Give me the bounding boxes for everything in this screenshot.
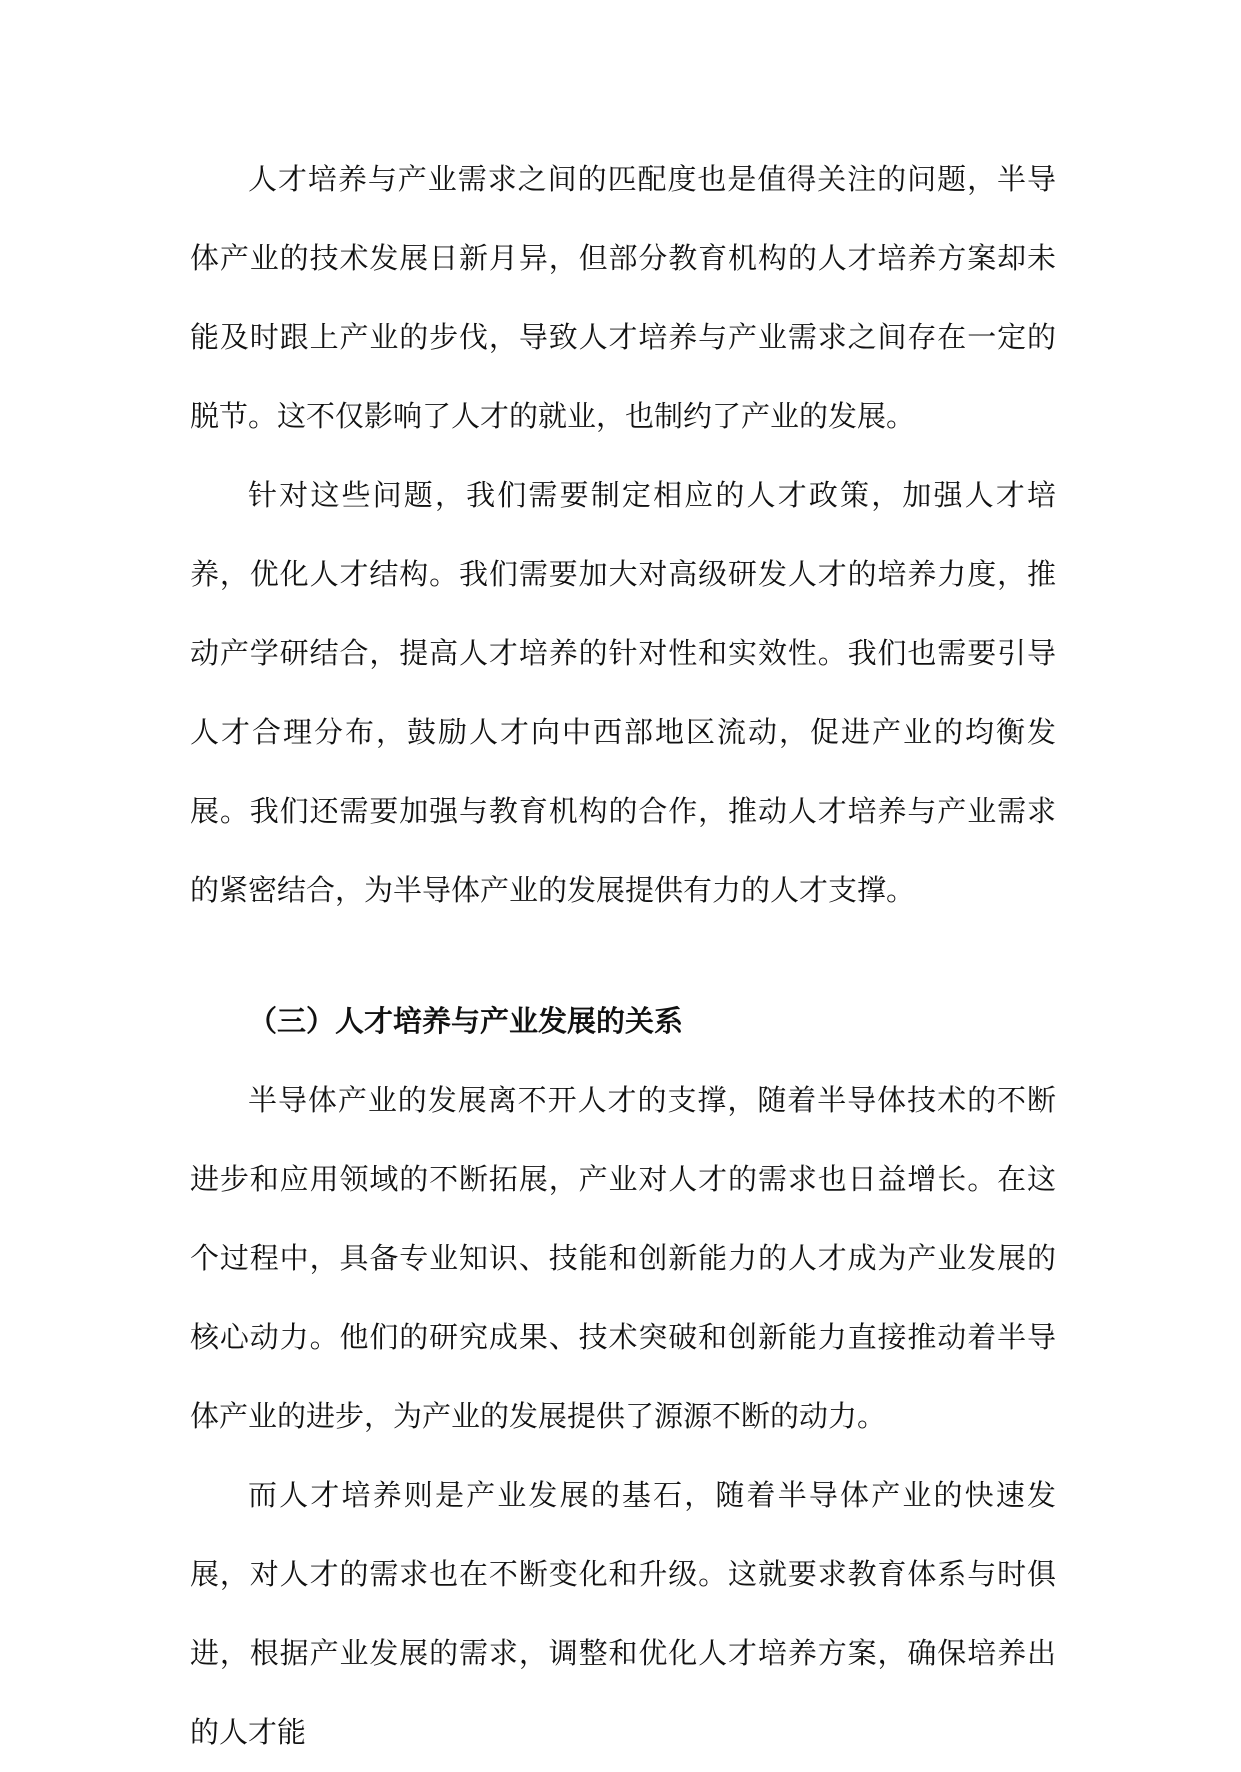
paragraph-talent-cultivation: 而人才培养则是产业发展的基石，随着半导体产业的快速发展，对人才的需求也在不断变化和升级。这就要求教育体系与时俱进，根据产业发展的需求，调整和优化人才培养方案，确保培养出的人才能 bbox=[190, 1478, 1056, 1749]
section-heading: （三）人才培养与产业发展的关系 bbox=[248, 1004, 684, 1038]
document-body bbox=[190, 140, 1056, 1772]
paragraph-policy-measures: 针对这些问题，我们需要制定相应的人才政策，加强人才培养，优化人才结构。我们需要加大对高级研发人才的培养力度，推动产学研结合，提高人才培养的针对性和实效性。我们也需要引导人才合理分布，鼓励人才向中西部地区流动，促进产业的均衡发展。我们还需要加强与教育机构的合作，推动人才培养与产业需求的紧密结合，为半导体产业的发展提供有力的人才支撑。 bbox=[190, 478, 1056, 907]
paragraph-talent-support: 半导体产业的发展离不开人才的支撑，随着半导体技术的不断进步和应用领域的不断拓展，产业对人才的需求也日益增长。在这个过程中，具备专业知识、技能和创新能力的人才成为产业发展的核心动力。他们的研究成果、技术突破和创新能力直接推动着半导体产业的进步，为产业的发展提供了源源不断的动力。 bbox=[190, 1083, 1056, 1433]
paragraph-talent-demand-mismatch: 人才培养与产业需求之间的匹配度也是值得关注的问题，半导体产业的技术发展日新月异，但部分教育机构的人才培养方案却未能及时跟上产业的步伐，导致人才培养与产业需求之间存在一定的脱节。这不仅影响了人才的就业，也制约了产业的发展。 bbox=[190, 162, 1056, 433]
